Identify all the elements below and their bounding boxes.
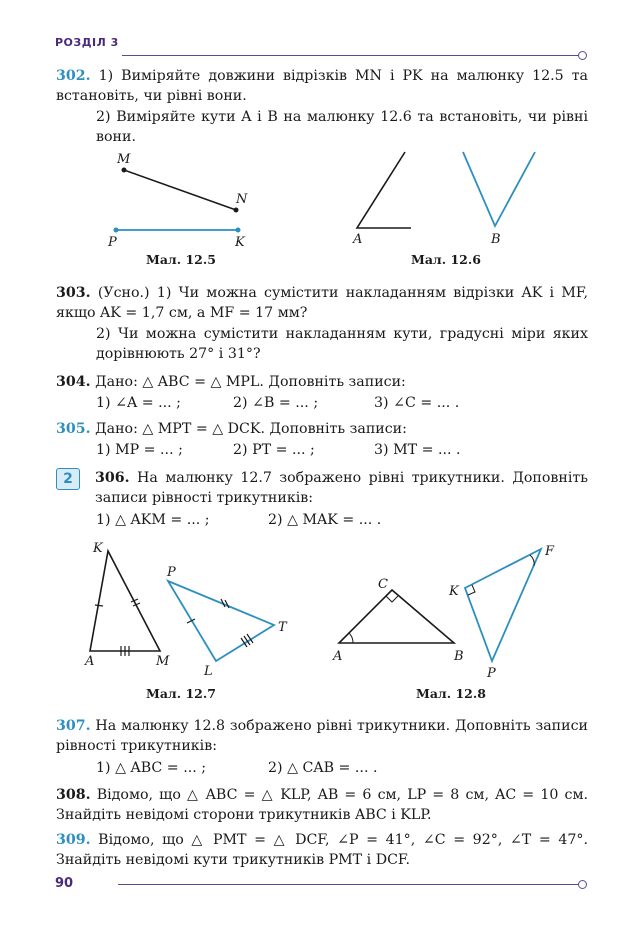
task-number: 302. (56, 68, 91, 84)
task-text: (Усно.) 1) Чи можна сумістити накладанням відрізки AK і MF, якщо AK = 1,7 см, а MF = 17 мм? (56, 285, 589, 321)
triangle-akm (90, 551, 160, 651)
label-b: B (491, 232, 501, 247)
label-n: N (236, 192, 248, 207)
point-p (114, 228, 119, 233)
label-f: F (545, 544, 555, 559)
caption-12-6: Мал. 12.6 (411, 252, 481, 267)
section-title: РОЗДІЛ 3 (55, 36, 119, 49)
task-302-part2 (56, 107, 588, 147)
footer-rule-dot (578, 880, 587, 889)
task-number: 307. (56, 718, 91, 734)
label-a: A (353, 232, 363, 247)
figure-12-7 (80, 535, 300, 685)
caption-12-7: Мал. 12.7 (146, 686, 216, 701)
task-304-item-3: 3) ∠C = ... . (374, 395, 460, 411)
label-k: K (93, 541, 103, 556)
label-p: P (167, 565, 176, 580)
task-number: 306. (95, 470, 130, 486)
right-angle-c (386, 596, 398, 602)
task-text: 2) Чи можна сумістити накладанням кути, градусні міри яких дорівнюють 27° і 31°? (96, 326, 588, 362)
task-number: 303. (56, 285, 91, 301)
task-305-item-3: 3) MT = ... . (374, 442, 461, 458)
label-a: A (333, 649, 343, 664)
task-304 (56, 372, 406, 392)
task-text: Відомо, що △ ABC = △ KLP, AB = 6 см, LP = 8 см, AC = 10 см. Знайдіть невідомі сторони трикутників ABC і KLP. (56, 787, 589, 823)
triangle-ptl (168, 581, 274, 661)
label-k: K (449, 584, 459, 599)
task-text: Відомо, що △ PMT = △ DCF, ∠P = 41°, ∠C = 92°, ∠T = 47°. Знайдіть невідомі кути трикутників PMT і DCF. (56, 832, 588, 868)
label-k: K (235, 235, 245, 250)
caption-12-8: Мал. 12.8 (416, 686, 486, 701)
figure-12-6 (345, 148, 545, 248)
task-306-item-1: 1) △ AKM = ... ; (96, 512, 210, 528)
label-b: B (454, 649, 464, 664)
label-c: C (378, 577, 388, 592)
segment-mn (124, 170, 236, 210)
task-307-item-2: 2) △ CAB = ... . (268, 760, 378, 776)
angle-a (357, 152, 411, 228)
task-306-item-2: 2) △ MAK = ... . (268, 512, 382, 528)
footer-rule (118, 884, 580, 885)
task-303-part2 (56, 324, 588, 364)
task-309 (56, 830, 588, 870)
task-307-item-1: 1) △ ABC = ... ; (96, 760, 207, 776)
page-number: 90 (55, 876, 74, 891)
task-number: 304. (56, 374, 91, 390)
label-m: M (117, 152, 131, 167)
label-l: L (204, 664, 213, 679)
task-302 (56, 66, 588, 106)
label-a: A (85, 654, 95, 669)
label-m: M (156, 654, 170, 669)
task-text: На малюнку 12.7 зображено рівні трикутники. Доповніть записи рівності трикутників: (95, 470, 588, 506)
label-t: T (278, 620, 287, 635)
task-305-item-2: 2) PT = ... ; (233, 442, 315, 458)
task-text: Дано: △ ABC = △ MPL. Доповніть записи: (95, 374, 406, 390)
label-p: P (108, 235, 117, 250)
task-308 (56, 785, 588, 825)
triangle-kfp (465, 549, 541, 661)
tick-ak (95, 605, 103, 606)
label-p: P (487, 666, 496, 681)
task-304-item-1: 1) ∠A = ... ; (96, 395, 181, 411)
header-rule-dot (578, 51, 587, 60)
caption-12-5: Мал. 12.5 (146, 252, 216, 267)
task-number: 309. (56, 832, 91, 848)
figure-12-5 (100, 148, 270, 258)
task-text: 2) Виміряйте кути A і B на малюнку 12.6 та встановіть, чи рівні вони. (96, 109, 588, 145)
task-number: 308. (56, 787, 91, 803)
point-k (236, 228, 241, 233)
task-306 (95, 468, 588, 508)
task-305-item-1: 1) MP = ... ; (96, 442, 183, 458)
task-number: 305. (56, 421, 91, 437)
task-text: Дано: △ MPT = △ DCK. Доповніть записи: (95, 421, 407, 437)
figure-12-8 (325, 535, 565, 685)
task-305 (56, 419, 407, 439)
difficulty-level-badge: 2 (56, 468, 80, 490)
task-304-item-2: 2) ∠B = ... ; (233, 395, 319, 411)
task-303 (56, 283, 588, 323)
task-307 (56, 716, 588, 756)
header-rule (122, 55, 580, 56)
point-m (122, 168, 127, 173)
angle-b (463, 152, 535, 226)
task-text: 1) Виміряйте довжини відрізків MN і PK на малюнку 12.5 та встановіть, чи рівні вони. (56, 68, 588, 104)
angle-arc-a (349, 633, 353, 643)
point-n (234, 208, 239, 213)
task-text: На малюнку 12.8 зображено рівні трикутники. Доповніть записи рівності трикутників: (56, 718, 588, 754)
